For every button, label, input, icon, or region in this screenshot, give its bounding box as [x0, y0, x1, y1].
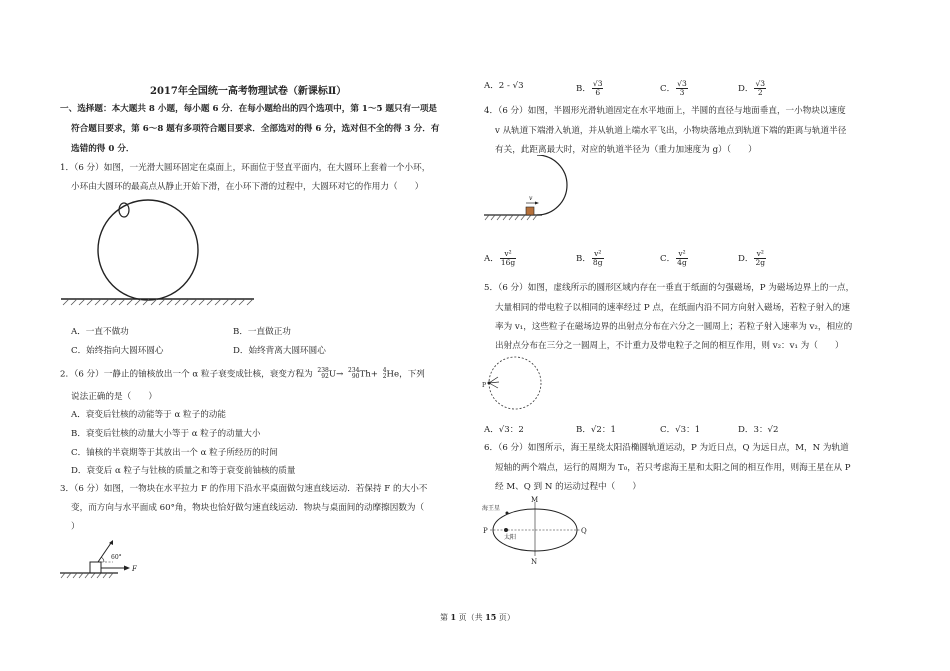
option-a: A．√3：2 [484, 425, 524, 435]
uranium-nuclide: 238 92 [317, 367, 329, 380]
thorium-nuclide: 234 90 [348, 367, 360, 380]
option-b: B．一直做正功 [233, 327, 291, 337]
question-text: 短轴的两个端点，运行的周期为 T₀，若只考虑海王星和太阳之间的相互作用，则海王星在从 P [495, 463, 851, 473]
question-text [60, 368, 425, 381]
option-c: C． $\frac{\text{v²}}{4g}$ [660, 249, 687, 267]
ring-diagram [58, 195, 258, 315]
option-c: C．始终指向大圆环圆心 [71, 346, 164, 356]
force-label: F [132, 565, 137, 573]
option-b: B． $\frac{\text{v²}}{8g}$ [576, 249, 603, 267]
option-d: D．始终背离大圆环圆心 [233, 346, 326, 356]
question-text: ） [71, 522, 80, 532]
section-line: 选错的得 0 分． [71, 144, 135, 154]
option-c: C． $\frac{√3}{3}$ [660, 79, 687, 97]
magnetic-field-diagram [480, 355, 550, 413]
point-n-label: N [531, 558, 538, 566]
semicircle-track-diagram [482, 155, 592, 230]
point-m-label: M [531, 496, 539, 504]
option-a: A．一直不做功 [71, 327, 129, 337]
question-text: 小环由大圆环的最高点从静止开始下滑，在小环下滑的过程中，大圆环对它的作用力（ ） [71, 182, 424, 192]
question-text: 6．（6 分）如图所示，海王星绕太阳沿椭圆轨道运动，P 为近日点，Q 为远日点，M，N 为轨道 [484, 443, 849, 453]
option-d: D．3：√2 [738, 425, 779, 435]
question-text: 大量相同的带电粒子以相同的速率经过 P 点，在纸面内沿不同方向射入磁场，若粒子射入的速 [495, 303, 850, 313]
option-c: C．铀核的半衰期等于其放出一个 α 粒子所经历的时间 [71, 448, 278, 458]
page-title: 2017年全国统一高考物理试卷（新课标Ⅱ） [150, 86, 347, 97]
velocity-label: v [529, 195, 533, 202]
option-a: A． $\frac{\text{v²}}{16g}$ [484, 249, 516, 267]
option-b: B． $\frac{√3}{6}$ [576, 79, 603, 97]
option-c: C．√3：1 [660, 425, 701, 435]
option-d: D． $\frac{\text{v²}}{2g}$ [738, 249, 766, 267]
option-a: A．2 - √3 [484, 81, 524, 91]
option-d: D．衰变后 α 粒子与钍核的质量之和等于衰变前铀核的质量 [71, 466, 296, 476]
question-text: 3．（6 分）如图，一物块在水平拉力 F 的作用下沿水平桌面做匀速直线运动．若保持 F 的大小不 [60, 484, 428, 494]
option-b: B．衰变后钍核的动量大小等于 α 粒子的动量大小 [71, 429, 261, 439]
section-line: 符合题目要求，第 6～8 题有多项符合题目要求．全部选对的得 6 分，选对但不全的得 3 分．有 [71, 124, 440, 134]
page-number: 1 [450, 612, 457, 622]
option-d: D． $\frac{√3}{2}$ [738, 79, 766, 97]
option-a: A．衰变后钍核的动能等于 α 粒子的动能 [71, 410, 226, 420]
question-text: 变，而方向与水平面成 60°角，物块也恰好做匀速直线运动．物块与桌面间的动摩擦因数为（ [71, 503, 425, 513]
block-force-diagram [58, 533, 148, 583]
question-text: 说法正确的是（ ） [71, 392, 157, 402]
angle-label: 60° [111, 554, 122, 561]
page-footer: 第 1 页（共 15 页） [440, 612, 515, 622]
point-p-label: P [482, 382, 487, 389]
question-text: 4．（6 分）如图，半圆形光滑轨道固定在水平地面上，半圆的直径与地面垂直，一小物块以速度 [484, 106, 846, 116]
question-text: 1．（6 分）如图，一光滑大圆环固定在桌面上，环面位于竖直平面内，在大圆环上套着一个小环， [60, 163, 431, 173]
neptune-label: 海王星 [482, 505, 501, 512]
question-text: 率为 v₁，这些粒子在磁场边界的出射点分布在六分之一圆周上；若粒子射入速率为 v₂，相应的 [495, 322, 853, 332]
question-text: 出射点分布在三分之一圆周上，不计重力及带电粒子之间的相互作用，则 v₂：v₁ 为（ ） [495, 341, 844, 351]
sun-label: 太阳 [504, 534, 517, 541]
question-text: 有关，此距离最大时，对应的轨道半径为（重力加速度为 g）（ ） [495, 145, 757, 155]
helium-nuclide: 4 2 [382, 367, 387, 380]
point-q-label: Q [581, 527, 587, 535]
orbit-diagram [480, 494, 600, 566]
question-text: 经 M、Q 到 N 的运动过程中（ ） [495, 482, 642, 492]
question-text: 5．（6 分）如图，虚线所示的圆形区域内存在一垂直于纸面的匀强磁场，P 为磁场边界上的一点， [484, 283, 855, 293]
question-text: v 从轨道下端滑入轨道，并从轨道上端水平飞出，小物块落地点到轨道下端的距离与轨道半径 [495, 126, 847, 136]
page-total: 15 [485, 612, 497, 622]
section-line: 一、选择题：本大题共 8 小题，每小题 6 分．在每小题给出的四个选项中，第 1～5 题只有一项是 [60, 104, 438, 114]
uranium-symbol: U→ [328, 369, 344, 380]
helium-symbol: He，下列 [386, 369, 425, 380]
thorium-symbol: Th+ [359, 369, 378, 380]
point-p-label: P [483, 527, 488, 535]
option-b: B．√2：1 [576, 425, 616, 435]
question-text-prefix: 2．（6 分）一静止的铀核放出一个 α 粒子衰变成钍核，衰变方程为 [60, 369, 313, 380]
